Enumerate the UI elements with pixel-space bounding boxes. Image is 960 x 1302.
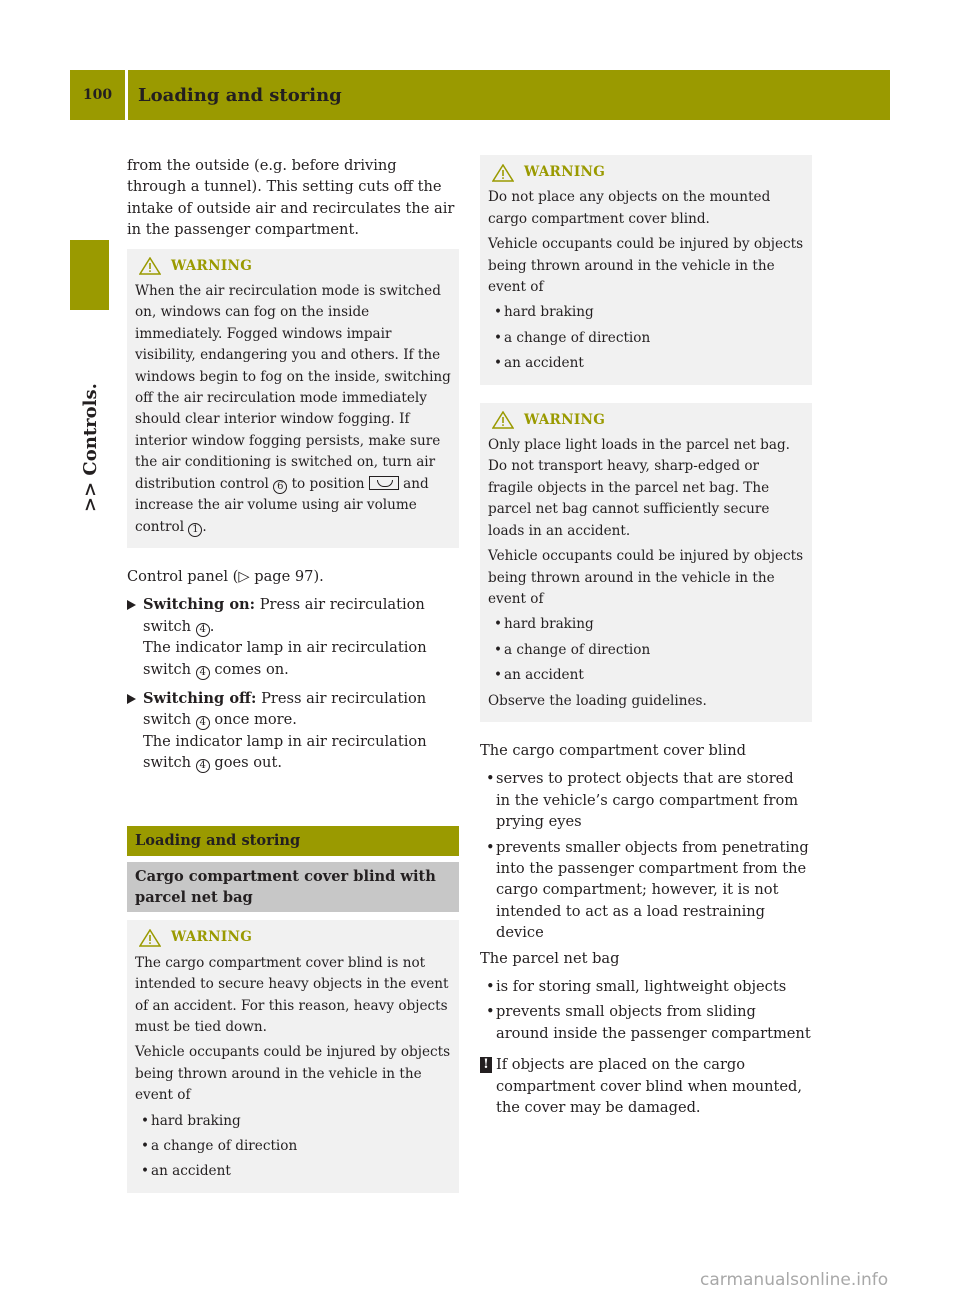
warning-text: Only place light loads in the parcel net bag. Do not transport heavy, sharp-edged or fragile objects in the parcel net bag. The parcel net bag cannot sufficiently secure loads in an accident. (488, 437, 791, 539)
warning-triangle-icon (139, 929, 161, 947)
warning-label: WARNING (524, 411, 606, 428)
warning-box-cover-blind (127, 920, 459, 1192)
list-item: • is for storing small, lightweight objects (480, 976, 812, 997)
warning-header (135, 256, 451, 277)
cover-blind-intro: The cargo compartment cover blind (480, 741, 746, 759)
warning-label: WARNING (171, 929, 253, 946)
warning-text: Observe the loading guidelines. (488, 692, 707, 709)
right-column (480, 155, 812, 1118)
list-item: • prevents smaller objects from penetrating into the passenger compartment from the cargo compartment; however, it is not intended to act as a load restraining device (480, 837, 812, 944)
step-switching-on: Switching on: Press air recirculation switch 4 . The indicator lamp in air recirculation switch 4 comes on. (127, 594, 459, 680)
side-section-label (70, 322, 109, 522)
warning-triangle-icon (492, 164, 514, 182)
list-item: • a change of direction (488, 640, 804, 661)
control-number-badge: 4 (196, 666, 210, 680)
side-tab-marker (70, 240, 109, 310)
list-item: • hard braking (488, 614, 804, 635)
side-section-label-text: >> Controls. (80, 383, 101, 512)
warning-header (488, 162, 804, 183)
page-number: 100 (70, 70, 125, 120)
control-number-badge: 1 (188, 523, 202, 537)
list-item: • prevents small objects from sliding around inside the passenger compartment (480, 1001, 812, 1044)
list-item: • an accident (488, 665, 804, 686)
warning-text: The cargo compartment cover blind is not intended to secure heavy objects in the event of an accident. For this reason, heavy objects must be tied down. (135, 954, 449, 1035)
parcel-bag-intro: The parcel net bag (480, 949, 620, 967)
warning-box-parcel-net (480, 403, 812, 722)
warning-header (135, 927, 451, 948)
warning-box-mounted-blind (480, 155, 812, 385)
list-item: • an accident (488, 353, 804, 374)
list-item: • hard braking (135, 1111, 451, 1132)
watermark: carmanualsonline.info (700, 1270, 889, 1290)
control-number-badge: 4 (196, 716, 210, 730)
list-item: • hard braking (488, 302, 804, 323)
warning-text: When the air recirculation mode is switched on, windows can fog on the inside immediately. Fogged windows impair visibility, endangering you and others. If the windows begin to fog on the inside, switching off the air recirculation mode immediately should clear interior window fogging. If interior window fogging persists, make sure the air conditioning is switched on, turn air distribution control 6 to position and increase the air volume using air volume control 1 . (135, 283, 451, 535)
list-item: • a change of direction (135, 1136, 451, 1157)
page-header-title: Loading and storing (128, 70, 890, 120)
subsection-heading: Cargo compartment cover blind with parcel net bag (127, 862, 459, 913)
warning-label: WARNING (171, 257, 253, 274)
step-switching-off: Switching off: Press air recirculation switch 4 once more. The indicator lamp in air recirculation switch 4 goes out. (127, 688, 459, 774)
warning-text: Do not place any objects on the mounted cargo compartment cover blind. (488, 189, 771, 227)
damage-note: ! If objects are placed on the cargo compartment cover blind when mounted, the cover may be damaged. (480, 1054, 812, 1118)
step-arrow-icon (127, 600, 136, 610)
control-number-badge: 6 (273, 480, 287, 494)
warning-text: Vehicle occupants could be injured by objects being thrown around in the vehicle in the event of (488, 548, 804, 607)
step-arrow-icon (127, 694, 136, 704)
exclamation-icon: ! (480, 1057, 492, 1073)
control-number-badge: 4 (196, 623, 210, 637)
warning-header (488, 410, 804, 431)
warning-label: WARNING (524, 164, 606, 180)
control-panel-reference: Control panel (▷ page 97). (127, 567, 324, 585)
left-column (127, 155, 459, 1211)
warning-text: Vehicle occupants could be injured by objects being thrown around in the vehicle in the event of (135, 1044, 451, 1104)
section-heading: Loading and storing (127, 826, 459, 856)
control-number-badge: 4 (196, 759, 210, 773)
windscreen-defrost-icon (369, 476, 399, 490)
warning-box-recirculation (127, 249, 459, 548)
list-item: • a change of direction (488, 328, 804, 349)
list-item: • an accident (135, 1161, 451, 1182)
warning-text: Vehicle occupants could be injured by objects being thrown around in the vehicle in the event of (488, 236, 804, 296)
warning-triangle-icon (492, 411, 514, 429)
intro-paragraph: from the outside (e.g. before driving through a tunnel). This setting cuts off the intake of outside air and recirculates the air in the passenger compartment. (127, 157, 455, 239)
warning-triangle-icon (139, 257, 161, 275)
list-item: • serves to protect objects that are stored in the vehicle’s cargo compartment from prying eyes (480, 768, 812, 832)
